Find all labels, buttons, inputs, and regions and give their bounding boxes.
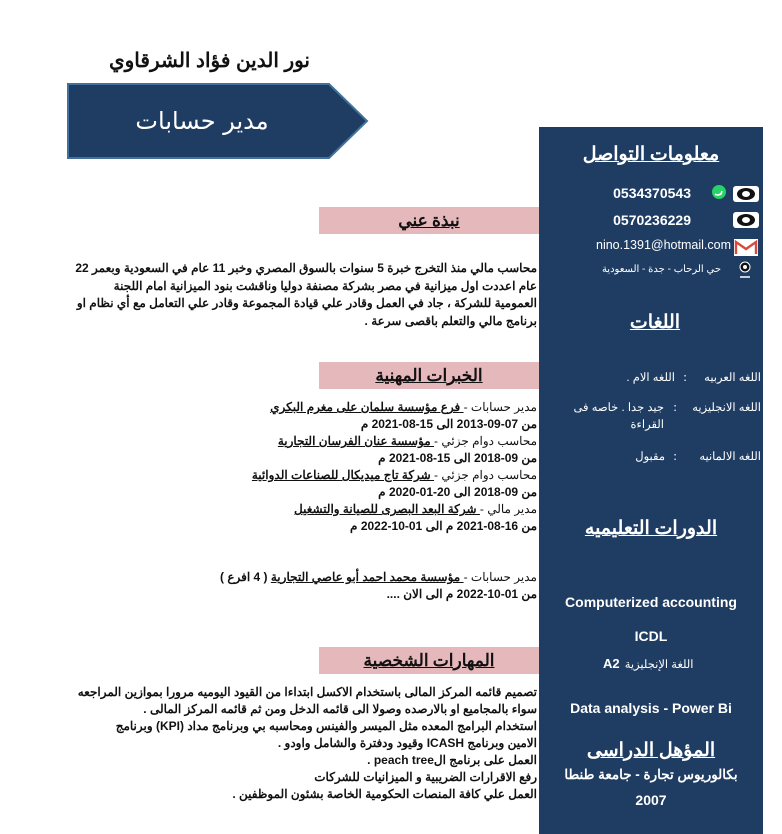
phone-icon bbox=[733, 212, 759, 228]
job-role: محاسب دوام جزئي - bbox=[434, 468, 537, 482]
candidate-name: نور الدين فؤاد الشرقاوي bbox=[108, 50, 310, 72]
course-icdl: ICDL bbox=[634, 628, 668, 644]
address: حي الرحاب - جدة - السعودية bbox=[601, 264, 721, 275]
job-company: شركة تاج ميديكال للصناعات الدوائية bbox=[251, 468, 435, 482]
email-address: nino.1391@hotmail.com bbox=[596, 238, 731, 252]
skill-line: تصميم قائمه المركز المالى باستخدام الاكسل ابتداءا من القيود اليوميه مرورا بموازين المراجعه bbox=[77, 685, 537, 699]
language-separator: : bbox=[673, 400, 677, 414]
job-title: مدير حسابات bbox=[135, 107, 269, 135]
job-entry bbox=[70, 501, 537, 518]
job-branches: ( 4 افرع ) bbox=[220, 570, 271, 584]
job-entry bbox=[70, 399, 537, 416]
graduation-year: 2007 bbox=[635, 792, 667, 808]
skill-line: الامين وبرنامج ICASH وقيود ودفترة والشامل واودو . bbox=[277, 736, 537, 750]
phone-icon bbox=[733, 186, 759, 202]
job-entry bbox=[70, 569, 537, 586]
sidebar bbox=[539, 127, 763, 834]
job-period: من 09-2018 الى 20-01-2020 م bbox=[378, 485, 537, 499]
phone-2: 0570236229 bbox=[613, 212, 691, 228]
course-computerized-accounting: Computerized accounting bbox=[565, 594, 737, 610]
contact-title: معلومات التواصل bbox=[582, 144, 720, 165]
gmail-icon bbox=[734, 239, 758, 256]
job-role: مدير حسابات - bbox=[463, 400, 537, 414]
language-level: اللغه الام . bbox=[626, 372, 675, 384]
languages-title: اللغات bbox=[629, 312, 681, 333]
whatsapp-icon bbox=[710, 184, 730, 202]
job-entry bbox=[70, 433, 537, 450]
language-separator: : bbox=[673, 449, 677, 463]
job-company: شركة البعد البصرى للصيانة والتشغيل bbox=[293, 502, 480, 516]
language-name: اللغه الالمانيه bbox=[699, 451, 761, 463]
job-role: محاسب دوام جزئي - bbox=[434, 434, 537, 448]
phone-1: 0534370543 bbox=[613, 185, 691, 201]
job-period: من 01-10-2022 م الى الان .... bbox=[386, 587, 537, 601]
skills-heading bbox=[319, 647, 539, 674]
about-heading bbox=[319, 207, 539, 234]
about-title: نبذة عني bbox=[398, 211, 460, 230]
experience-heading bbox=[319, 362, 539, 389]
language-level: مقبول bbox=[635, 451, 665, 463]
job-period: من 16-08-2021 م الى 01-10-2022 م bbox=[350, 519, 537, 533]
job-role: مدير حسابات - bbox=[463, 570, 537, 584]
language-separator: : bbox=[683, 370, 687, 384]
language-name: اللغه العربيه bbox=[704, 372, 761, 384]
language-name: اللغه الانجليزيه bbox=[692, 402, 761, 414]
job-entry bbox=[70, 467, 537, 484]
job-period: من 07-09-2013 الى 15-08-2021 م bbox=[360, 417, 537, 431]
about-text: محاسب مالي منذ التخرج خبرة 5 سنوات بالسوق المصري وخبر 11 عام في السعودية وبعمر 22 عام اعددت اول ميزانية في مصر بشركة مصنفة دوليا وناقشت بنود الميزانية امام اللجنة العمومية للشركة ، جاد في العمل وقادر علي قيادة المجموعة وقادر علي التعامل مع أي نظام او برنامج مالي والتعلم باقصى سرعة . bbox=[75, 261, 537, 328]
skill-line: استخدام البرامج المعده مثل الميسر والفينس ومحاسبه بي وبرنامج مداد (KPI) وبرنامج bbox=[115, 719, 537, 733]
experience-title: الخبرات المهنية bbox=[375, 366, 483, 385]
job-period: من 09-2018 الى 15-08-2021 م bbox=[378, 451, 537, 465]
skills-list bbox=[60, 684, 537, 803]
job-company: فرع مؤسسة سلمان على مغرم البكري bbox=[270, 400, 464, 414]
job-role: مدير مالي - bbox=[479, 502, 537, 516]
location-pin-icon bbox=[738, 261, 752, 279]
skill-line: العمل علي كافة المنصات الحكومية الخاصة بشئون الموظفين . bbox=[232, 787, 537, 801]
course-english bbox=[603, 653, 753, 672]
courses-title: الدورات التعليميه bbox=[584, 518, 718, 539]
language-level: جيد جدا . خاصه فى القراءة bbox=[573, 402, 664, 431]
experience-list bbox=[70, 399, 537, 603]
job-title-banner bbox=[67, 83, 369, 159]
course-english-level: A2 bbox=[603, 656, 620, 671]
education-title: المؤهل الدراسى bbox=[586, 740, 716, 761]
course-english-label: اللغة الإنجليزية bbox=[624, 659, 694, 671]
job-company: مؤسسة محمد احمد أبو عاصي التجارية bbox=[270, 570, 464, 584]
degree: بكالوريوس تجارة - جامعة طنطا bbox=[564, 767, 738, 782]
skill-line: رفع الاقرارات الضريبية و الميزانيات للشركات bbox=[314, 770, 537, 784]
job-company: مؤسسة عنان الفرسان التجارية bbox=[277, 434, 435, 448]
skill-line: سواء بالمجاميع او بالارصده وصولا الى قائمه الدخل ومن ثم قائمه المركز المالى . bbox=[143, 702, 537, 716]
skill-line: العمل على برنامج الpeach tree . bbox=[367, 753, 537, 767]
course-data-analysis: Data analysis - Power Bi bbox=[570, 700, 732, 716]
skills-title: المهارات الشخصية bbox=[363, 651, 495, 670]
